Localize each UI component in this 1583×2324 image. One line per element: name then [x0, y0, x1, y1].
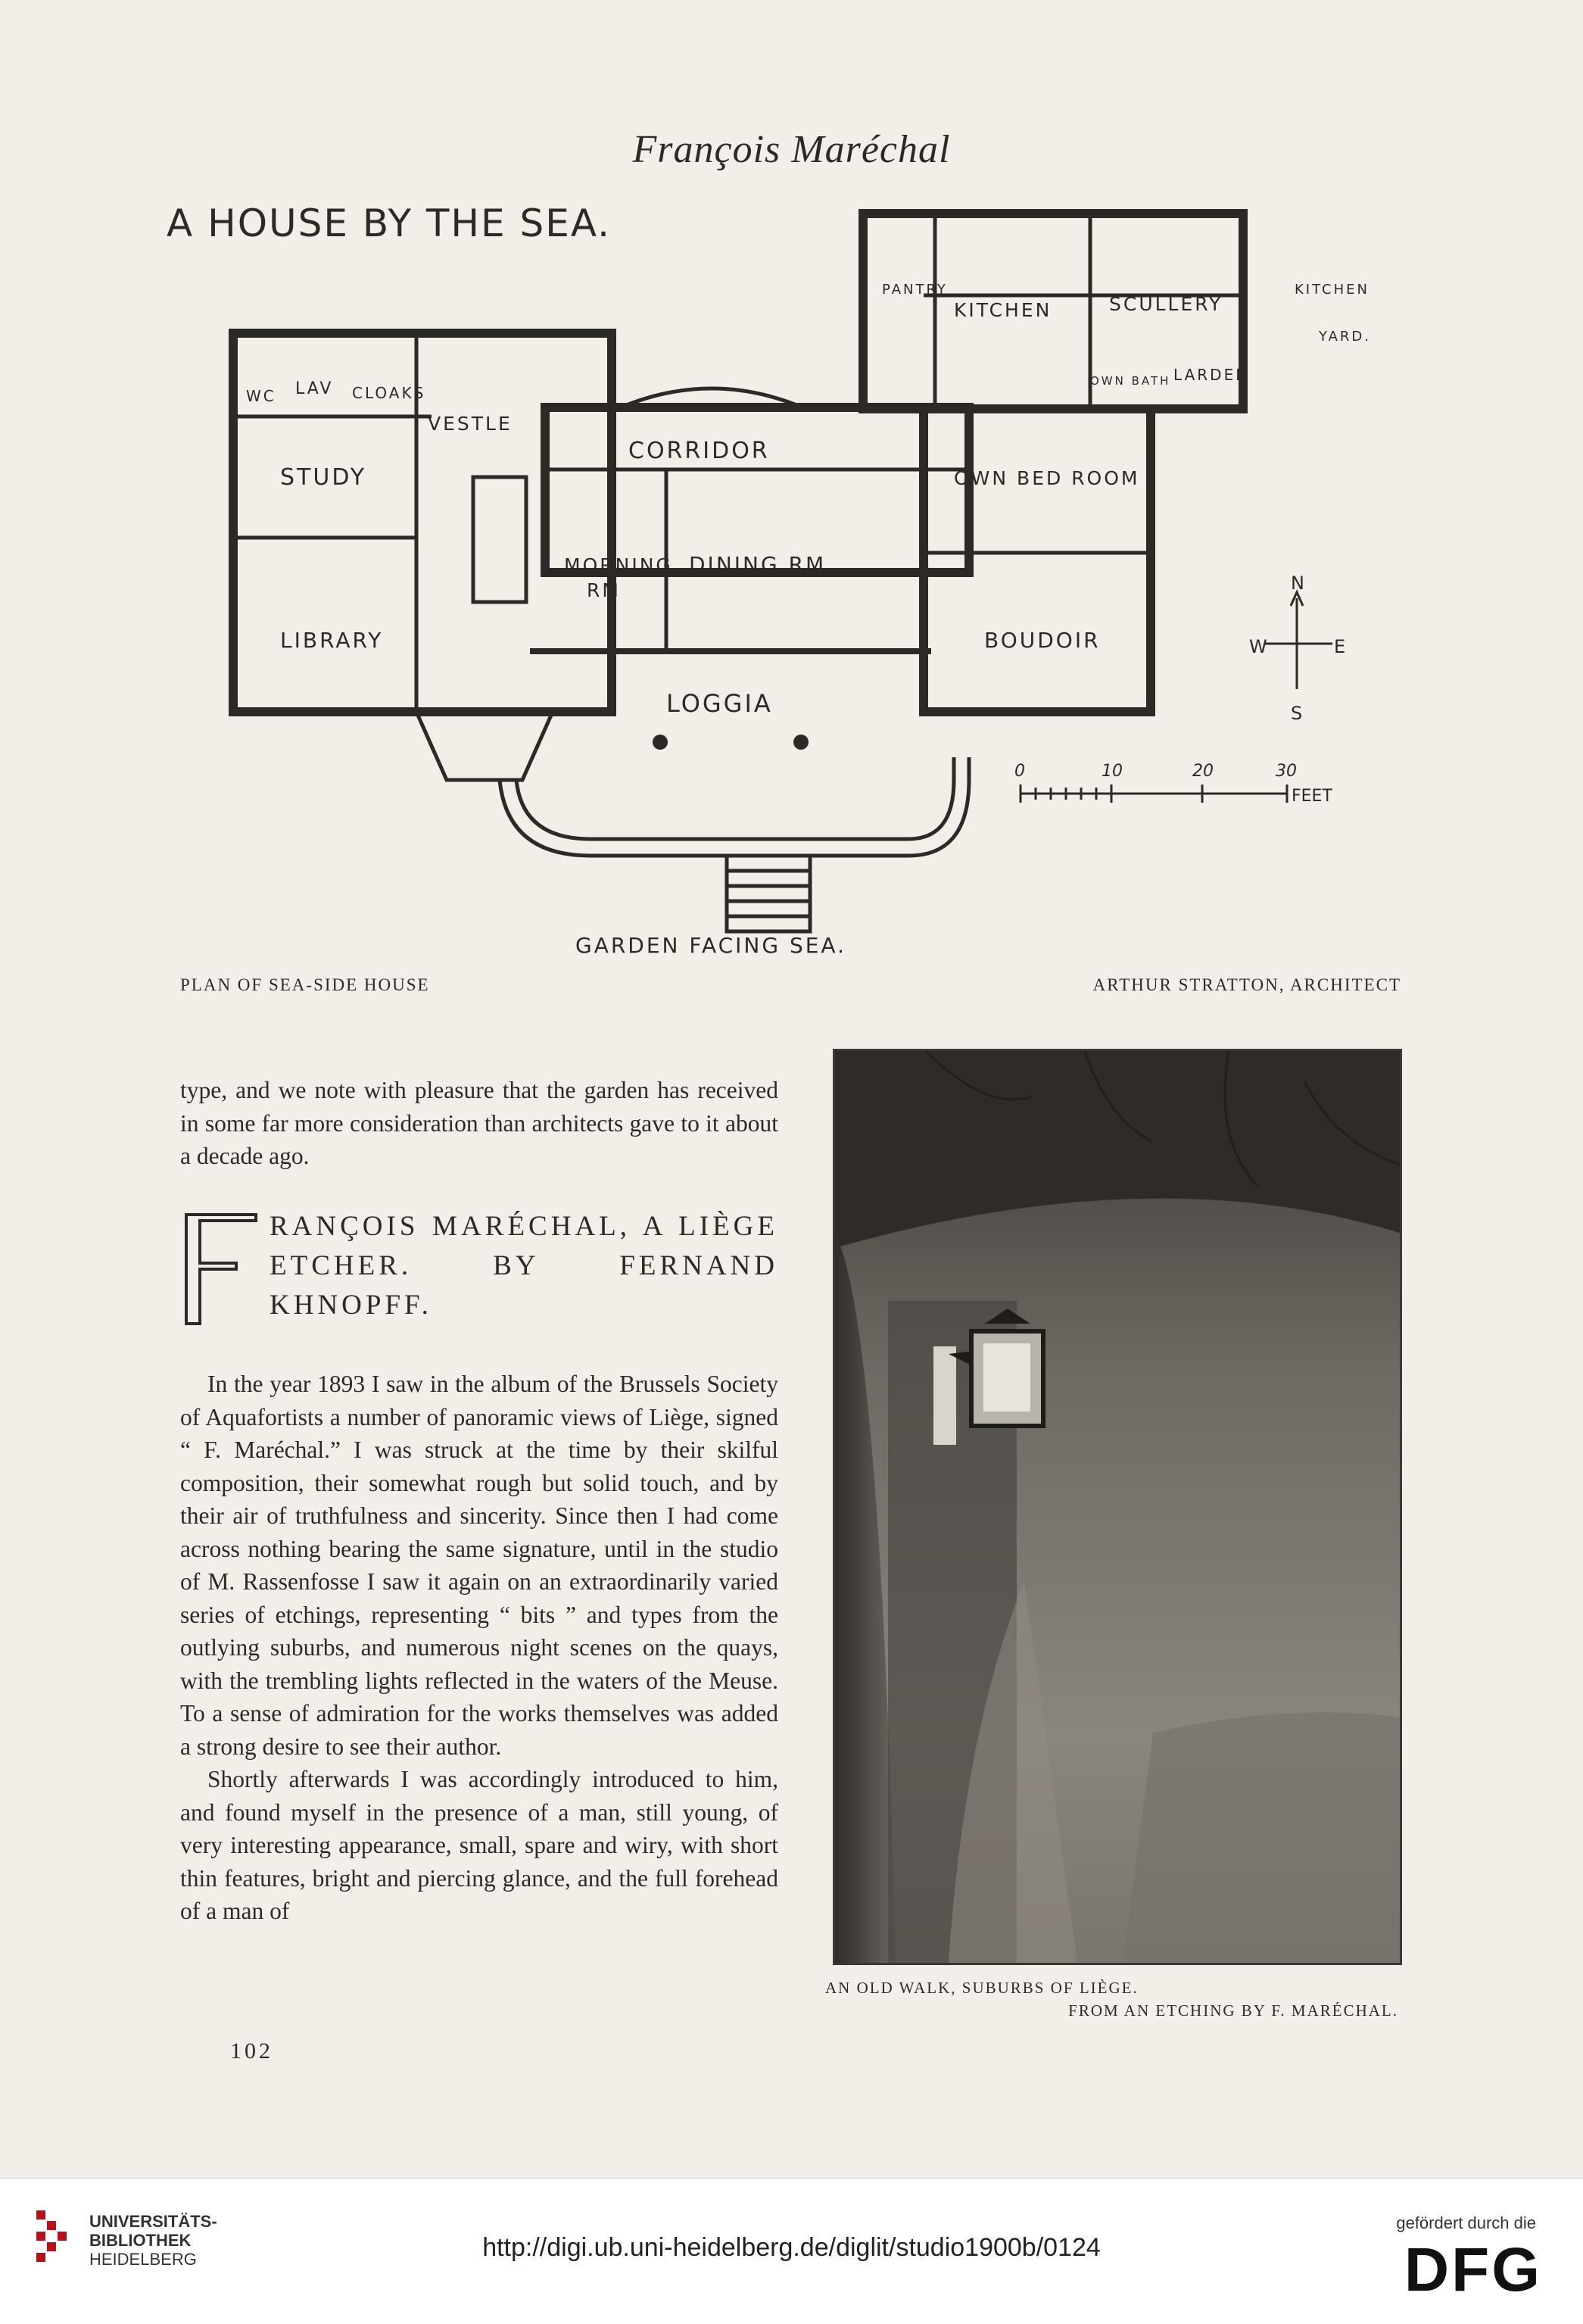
room-study: STUDY	[280, 464, 367, 491]
room-cloaks: CLOAKS	[352, 384, 426, 402]
room-scullery: SCULLERY	[1109, 293, 1223, 315]
compass-s: S	[1291, 703, 1303, 724]
room-morning-1: MORNING	[564, 554, 673, 576]
article-title: RANÇOIS MARÉCHAL, A LIÈGE ETCHER. BY FERNAND KHNOPFF.	[270, 1211, 778, 1321]
library-line-2: BIBLIOTHEK	[89, 2231, 192, 2250]
room-corridor: CORRIDOR	[628, 438, 770, 464]
scale-unit: FEET	[1292, 787, 1332, 806]
intro-text-block	[180, 1074, 778, 1173]
room-dining: DINING RM.	[689, 552, 836, 577]
library-line-3: HEIDELBERG	[89, 2250, 197, 2269]
plan-title: A HOUSE BY THE SEA.	[167, 204, 612, 245]
room-loggia: LOGGIA	[666, 689, 773, 718]
room-kitchen-yard-2: YARD.	[1319, 329, 1371, 345]
intro-paragraph: type, and we note with pleasure that the garden has received in some far more consideration than architects gave to it about a decade ago.	[180, 1077, 778, 1169]
digitization-footer	[0, 2178, 1583, 2324]
scale-tick-20: 20	[1192, 762, 1214, 781]
dfg-logo: DFG	[1404, 2235, 1542, 2304]
running-head: François Maréchal	[632, 128, 951, 171]
compass-e: E	[1334, 636, 1346, 657]
body-paragraph-1: In the year 1893 I saw in the album of the Brussels Society of Aquafortists a number of panoramic views of Liège, signed “ F. Maréchal.” I was struck at the time by their skilful composition, their somewhat rough but solid touch, and by their air of truthfulness and sincerity. Since then I had come across nothing bearing the same signature, until in the studio of M. Rassenfosse I saw it again on an extraordinarily varied series of etchings, representing “ bits ” and types from the outlying suburbs, and numerous night scenes on the quays, with the trembling lights reflected in the waters of the Meuse. To a sense of admiration for the works themselves was added a strong desire to see their author.	[180, 1371, 778, 1760]
page-number: 102	[230, 2039, 273, 2064]
compass-w: W	[1249, 636, 1267, 657]
room-pantry: PANTRY	[882, 282, 948, 298]
scale-tick-0: 0	[1014, 762, 1025, 781]
plan-garden-label: GARDEN FACING SEA.	[575, 933, 846, 958]
etching-illustration	[833, 1049, 1402, 1965]
source-url-link[interactable]: http://digi.ub.uni-heidelberg.de/diglit/studio1900b/0124	[482, 2233, 1101, 2262]
room-morning-2: RM	[587, 579, 621, 601]
room-larder: LARDER	[1173, 366, 1249, 384]
room-own-bed-room: OWN BED ROOM	[954, 467, 1140, 489]
room-library: LIBRARY	[280, 628, 384, 653]
plan-caption-left: PLAN OF SEA-SIDE HOUSE	[180, 975, 430, 994]
compass	[1264, 592, 1332, 689]
etching-caption-2: FROM AN ETCHING BY F. MARÉCHAL.	[1068, 2001, 1398, 2020]
plan-caption-right: ARTHUR STRATTON, ARCHITECT	[1092, 975, 1401, 994]
scale-bar	[1021, 785, 1287, 803]
etching-caption-1: AN OLD WALK, SUBURBS OF LIÈGE.	[825, 1979, 1139, 1997]
article-body	[180, 1368, 778, 1928]
room-boudoir: BOUDOIR	[984, 628, 1101, 653]
article-headline	[180, 1207, 778, 1336]
funded-by-text: gefördert durch die	[1396, 2213, 1536, 2232]
floor-plan-drawing	[167, 204, 1408, 977]
scale-tick-10: 10	[1102, 762, 1123, 781]
body-paragraph-2: Shortly afterwards I was accordingly introduced to him, and found myself in the presence of a man, still young, of very interesting appearance, small, spare and wiry, with short thin features, bright and piercing glance, and the full forehead of a man of	[180, 1766, 778, 1924]
room-lav: LAV	[295, 379, 334, 398]
room-vestibule: VESTLE	[428, 413, 513, 435]
room-own-bath: OWN BATH	[1090, 374, 1171, 388]
library-line-1: UNIVERSITÄTS-	[89, 2212, 217, 2231]
compass-n: N	[1291, 572, 1304, 594]
room-kitchen: KITCHEN	[954, 299, 1052, 321]
scale-tick-30: 30	[1276, 762, 1297, 781]
drop-cap-f	[180, 1210, 259, 1328]
room-kitchen-yard-1: KITCHEN	[1295, 282, 1370, 298]
room-wc: WC	[246, 387, 276, 405]
